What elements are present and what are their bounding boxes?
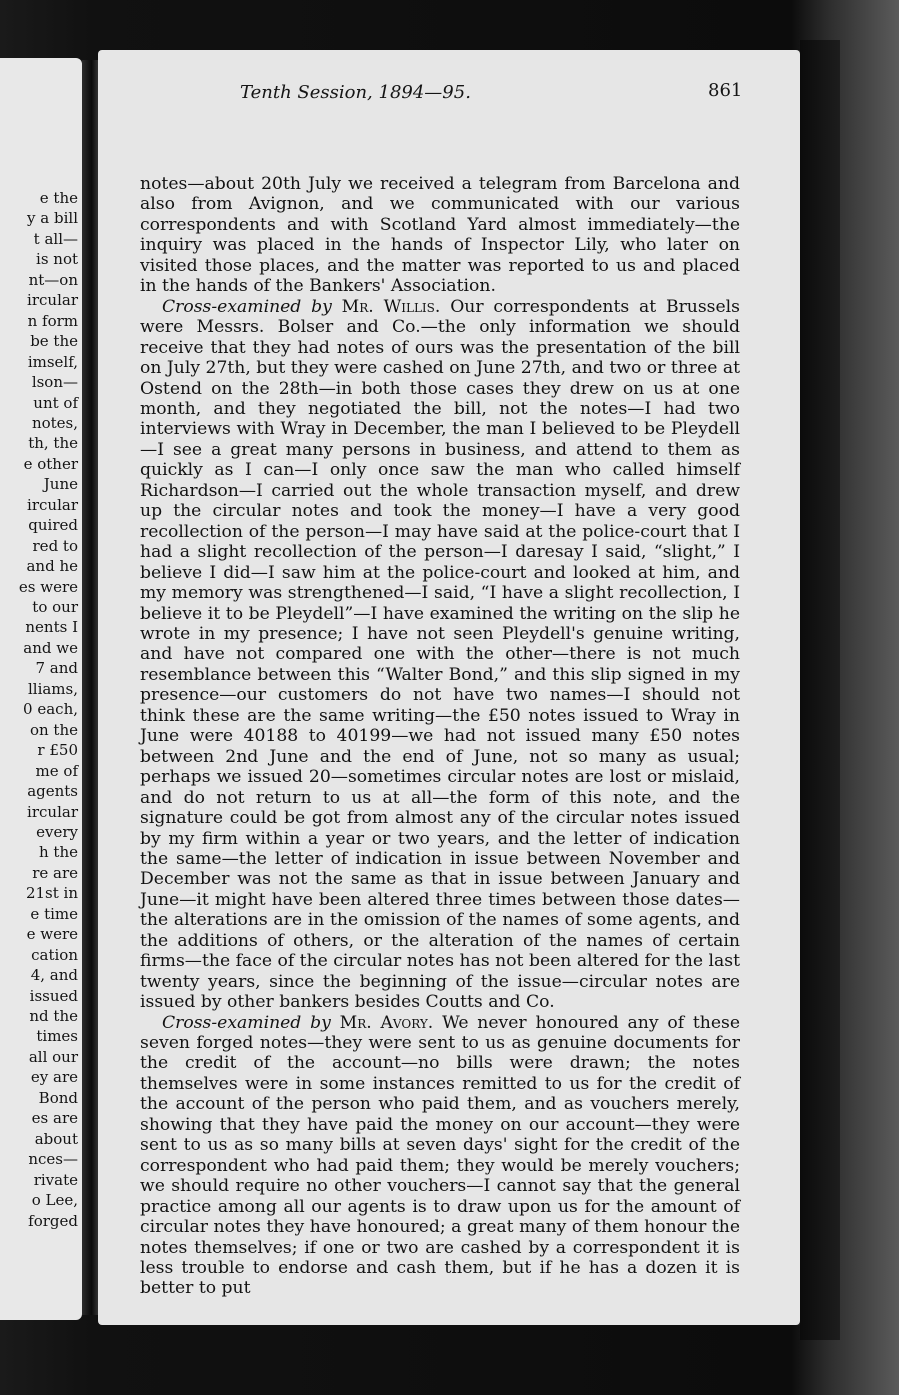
- left-page-line: cation: [31, 945, 78, 964]
- left-page-line: 0 each,: [23, 700, 78, 719]
- examiner-name: Mr. Willis.: [341, 296, 441, 317]
- left-page-line: n form: [27, 311, 78, 330]
- left-page-fragment: [0, 58, 82, 1320]
- paragraph-3: [140, 1013, 740, 1299]
- left-page-line: and we: [23, 638, 78, 657]
- paragraph-1: notes—about 20th July we received a telegram from Barcelona and also from Avignon, and we communicated with our various correspondents and with Scotland Yard almost immediately—the inquiry was placed in the hands of Inspector Lily, who later on visited those places, and the matter was reported to us and placed in the hands of the Bankers' Association.: [140, 174, 740, 297]
- left-page-line: all our: [28, 1047, 78, 1066]
- left-page-line: nt—on: [28, 270, 78, 289]
- left-page-line: forged: [28, 1211, 78, 1230]
- left-page-line: es were: [18, 577, 78, 596]
- left-page-line: e other: [23, 454, 78, 473]
- left-page-line: ircular: [27, 495, 78, 514]
- body-text: [140, 174, 740, 1299]
- left-page-line: times: [36, 1027, 78, 1046]
- left-page-line: June: [43, 475, 78, 494]
- left-page-line: Bond: [38, 1088, 78, 1107]
- left-page-line: t all—: [33, 229, 78, 248]
- left-page-line: about: [34, 1129, 78, 1148]
- left-page-line: y a bill: [27, 209, 78, 228]
- paragraph-3-text: We never honoured any of these seven forged notes—they were sent to us as genuine documents for the credit of the account—no bills were drawn; the notes themselves were in some instances remitted to us for the credit of the account of the person who paid them, and as vouchers merely, showing that they have paid the money on our account—they were sent to us as so many bills at seven days' sight for the credit of the correspondent who had paid them; they would be merely vouchers; we should require no other vouchers—I cannot say that the general practice among all our agents is to draw upon us for the amount of circular notes they have honoured; a great many of them honour the notes themselves; if one or two are cashed by a correspondent it is less trouble to endorse and cash them, but if he has a dozen it is better to put: [140, 1012, 740, 1299]
- left-page-line: on the: [29, 720, 78, 739]
- left-page-line: nents I: [25, 618, 78, 637]
- left-page-line: th, the: [28, 434, 78, 453]
- left-page-line: and he: [26, 557, 78, 576]
- left-page-line: e the: [39, 189, 78, 207]
- left-page-line: lliams,: [27, 679, 78, 698]
- left-page-line: rivate: [33, 1170, 78, 1189]
- left-page-line: is not: [36, 250, 78, 269]
- left-page-line: nd the: [29, 1007, 78, 1025]
- page-number: 861: [708, 80, 743, 101]
- left-page-line: r £50: [37, 741, 78, 760]
- left-page-line: to our: [32, 598, 78, 616]
- cross-examined-label: Cross-examined by: [162, 296, 332, 317]
- left-page-line: 21st in: [25, 884, 78, 903]
- left-page-line: ey are: [30, 1068, 78, 1087]
- left-page-line: es are: [31, 1109, 78, 1128]
- left-page-line: lson—: [31, 373, 78, 392]
- left-page-line: red to: [32, 536, 78, 555]
- page-edge-shadow: [800, 40, 840, 1340]
- left-page-line: 7 and: [35, 659, 78, 678]
- left-page-line: h the: [39, 843, 78, 862]
- left-page-line: 4, and: [30, 966, 78, 985]
- book-gutter: [82, 60, 98, 1315]
- left-page-line: every: [36, 822, 78, 841]
- left-page-line: o Lee,: [31, 1191, 78, 1210]
- left-page-line: be the: [30, 332, 78, 351]
- left-page-line: nces—: [28, 1150, 78, 1169]
- examiner-name: Mr. Avory.: [339, 1012, 434, 1033]
- paragraph-2: [140, 297, 740, 1013]
- left-page-line: imself,: [27, 352, 78, 371]
- left-page-line: unt of: [33, 393, 78, 412]
- left-page-line: e were: [26, 925, 78, 944]
- left-page-line: e time: [30, 904, 78, 923]
- left-page-line: re are: [32, 863, 78, 882]
- cross-examined-label: Cross-examined by: [162, 1012, 331, 1033]
- running-head: Tenth Session, 1894—95.: [240, 82, 471, 103]
- left-page-line: ircular: [27, 291, 78, 310]
- left-page-line: ircular: [27, 802, 78, 821]
- left-page-line: issued: [29, 986, 78, 1005]
- left-page-line: quired: [28, 516, 78, 535]
- paragraph-2-text: Our correspondents at Brussels were Messrs. Bolser and Co.—the only information we should receive that they had notes of ours was the presentation of the bill on July 27th, but they were cashed on June 27th, and two or three at Ostend on the 28th—in both those cases they drew on us at one month, and they negotiated the bill, not the notes—I had two interviews with Wray in December, the man I believed to be Pleydell—I see a great many persons in business, and attend to them as quickly as I can—I only once saw the man who called himself Richardson—I carried out the whole transaction myself, and drew up the circular notes and took the money—I have a very good recollection of the person—I may have said at the police-court that I had a slight recollection of the person—I daresay I said, “slight,” I believe I did—I saw him at the police-court and looked at him, and my memory was strengthened—I said, “I have a slight recollection, I believe it to be Pleydell”—I have examined the writing on the slip he wrote in my presence; I have not seen Pleydell's genuine writing, and have not compared one with the other—there is not much resemblance between this “Walter Bond,” and this slip signed in my presence—our customers do not have two names—I should not think these are the same writing—the £50 notes issued to Wray in June were 40188 to 40199—we had not issued many £50 notes between 2nd June and the end of June, not so many as usual; perhaps we issued 20—sometimes circular notes are lost or mislaid, and do not return to us at all—the form of this note, and the signature could be got from almost any of the circular notes issued by my firm within a year or two years, and the letter of indication the same—the letter of indication in issue between November and December was not the same as that in issue between January and June—it might have been altered three times between those dates—the alterations are in the omission of the names of some agents, and the additions of others, or the alteration of the names of certain firms—the face of the circular notes has not been altered for the last twenty years, since the beginning of the issue—circular notes are issued by other bankers besides Coutts and Co.: [140, 296, 740, 1013]
- left-page-line: agents: [27, 782, 78, 801]
- left-page-line: notes,: [31, 413, 78, 432]
- left-page-line: me of: [35, 761, 78, 780]
